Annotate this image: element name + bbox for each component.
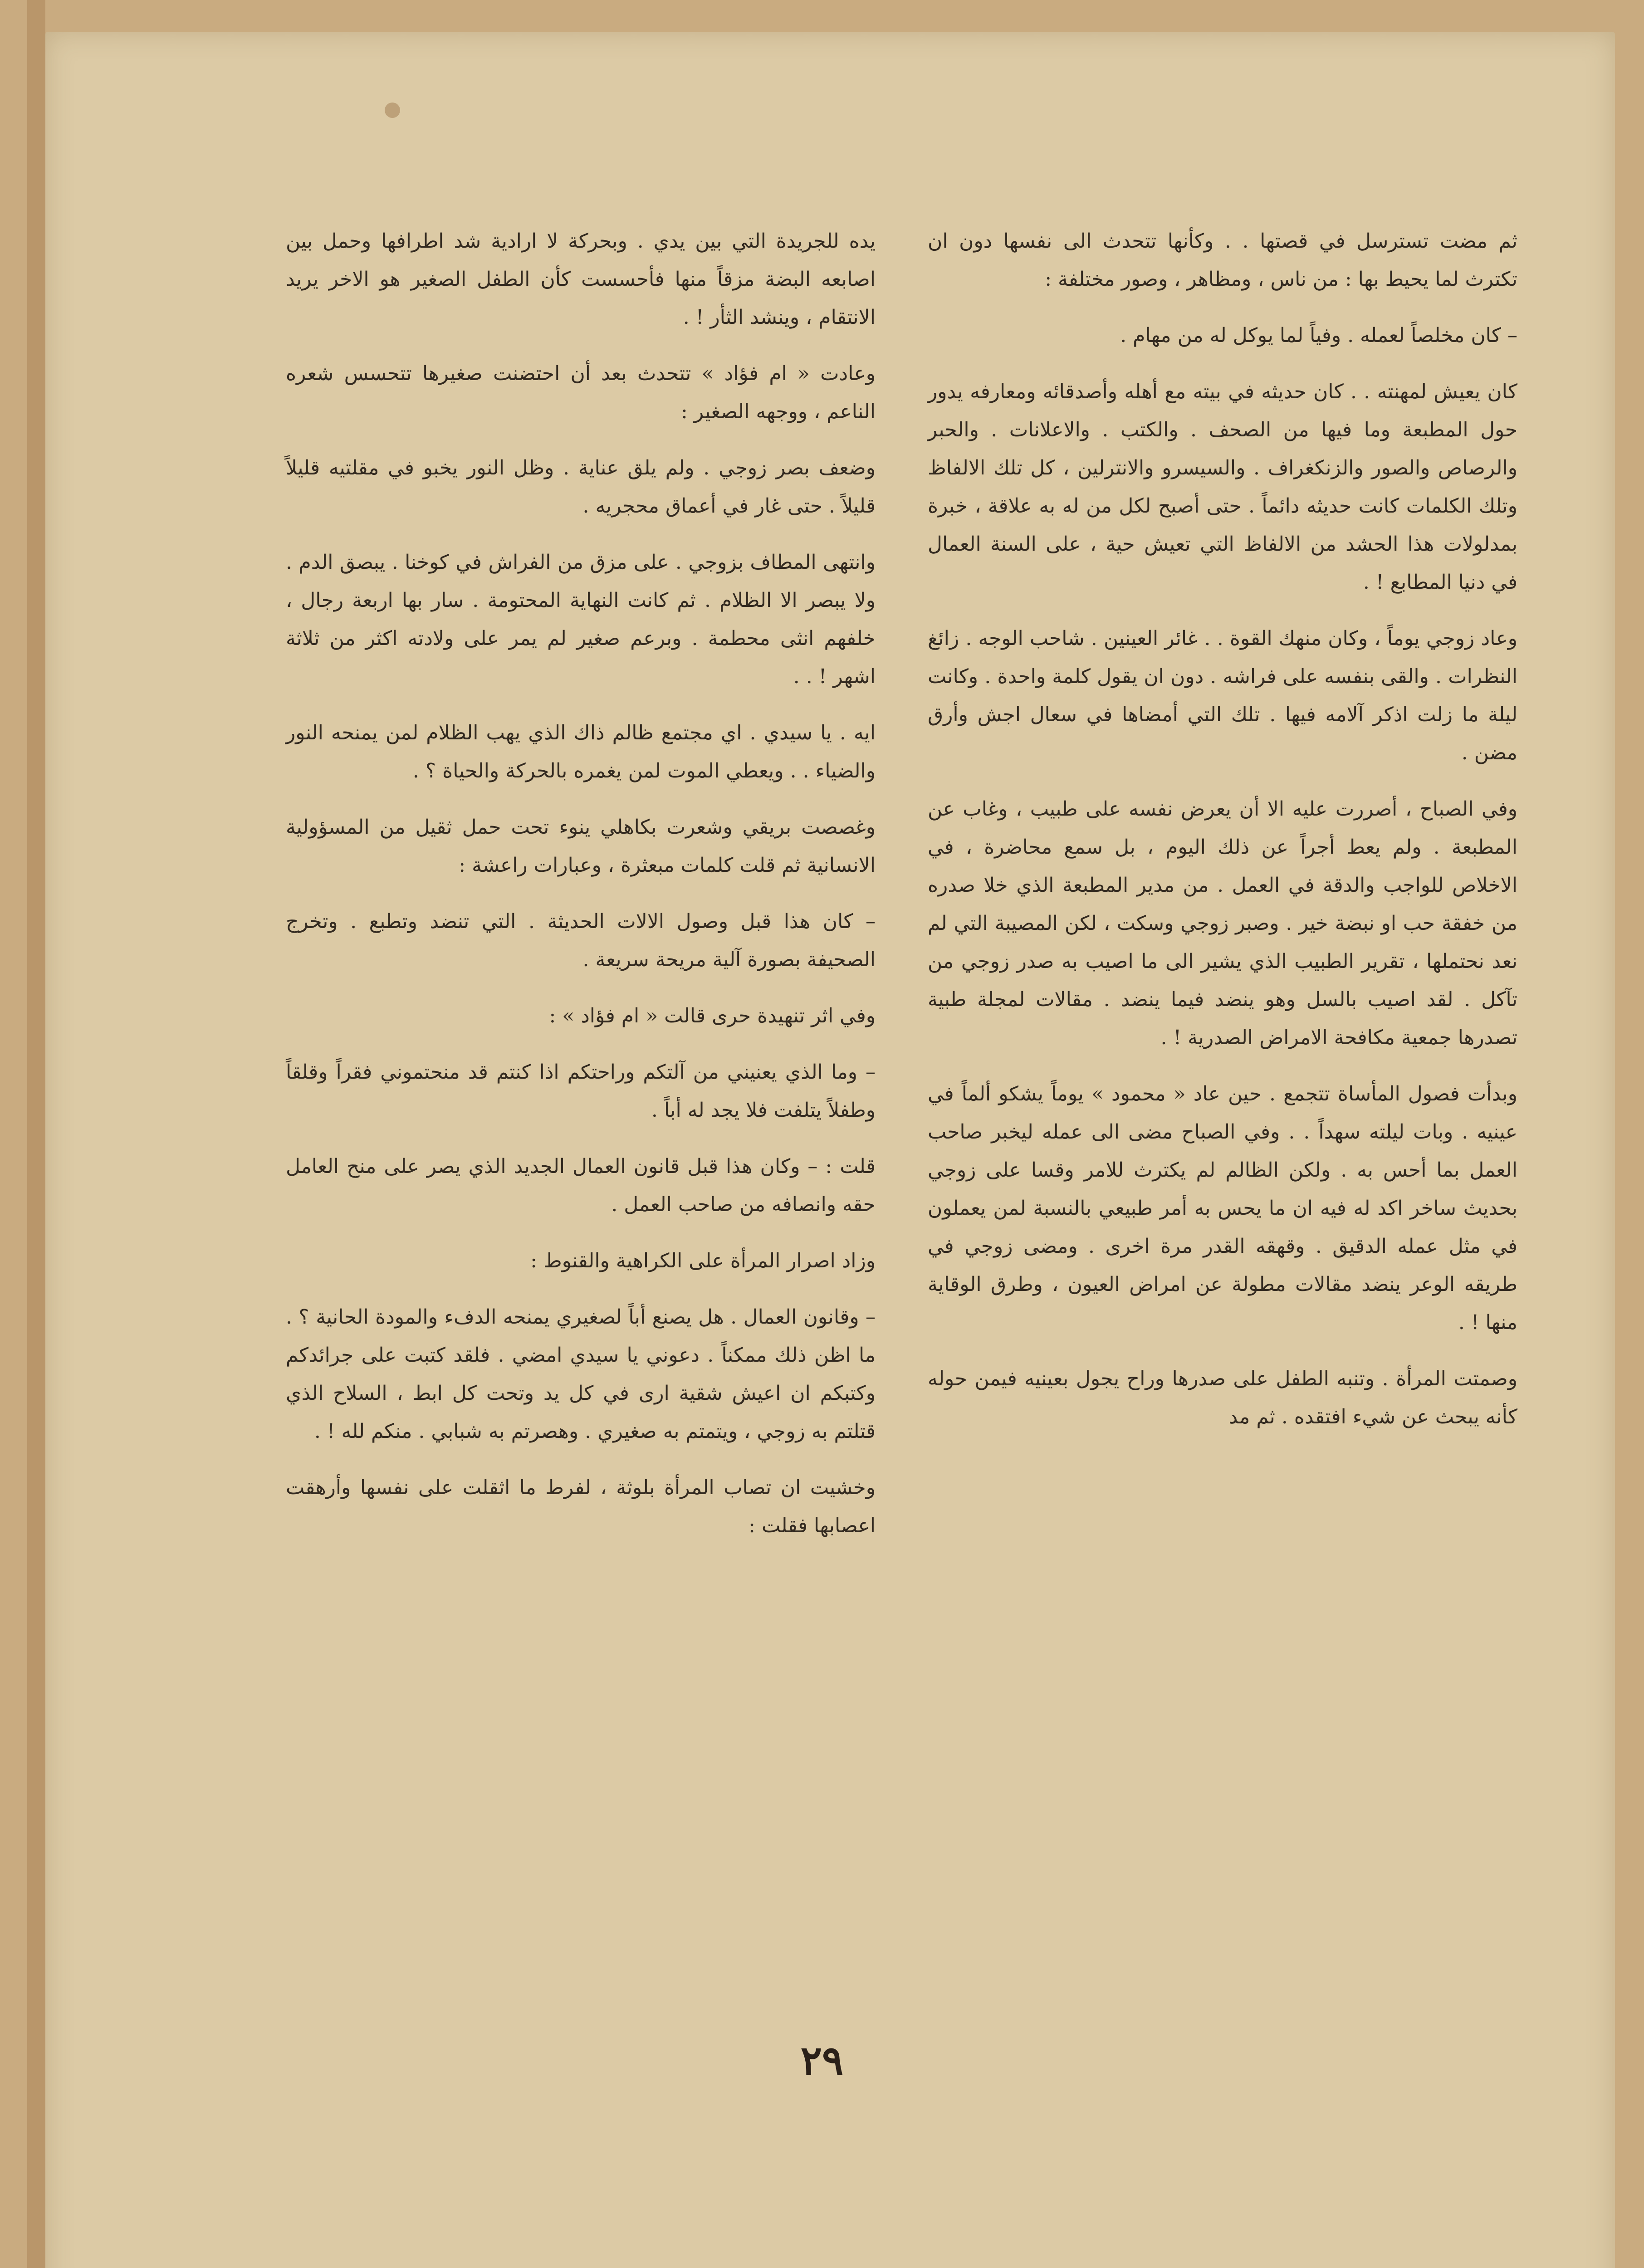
paragraph: وزاد اصرار المرأة على الكراهية والقنوط : xyxy=(530,1249,876,1272)
paragraph: كان يعيش لمهنته . . كان حديثه في بيته مع أهله وأصدقائه ومعارفه يدور حول المطبعة وما فيها من الصحف . والكتب . والاعلانات . والحبر والرصاص والصور والزنكغراف . والسيسرو والانترلين ، كل تلك الالفاظ وتلك الكلمات كانت حديثه دائماً . حتى أصبح لكل من له به علاقة ، خبرة بمدلولات هذا الحشد من الالفاظ التي تعيش حية ، على السنة العمال في دنيا المطابع ! . xyxy=(928,380,1517,594)
paragraph: وغصصت بريقي وشعرت بكاهلي ينوء تحت حمل ثقيل من المسؤولية الانسانية ثم قلت كلمات مبعثرة ، وعبارات راعشة : xyxy=(286,816,876,877)
left-column xyxy=(286,222,876,1563)
paragraph: وفي الصباح ، أصررت عليه الا أن يعرض نفسه على طبيب ، وغاب عن المطبعة . ولم يعط أجراً عن ذلك اليوم ، بل سمع محاضرة ، في الاخلاص للواجب والدقة في العمل . من مدير المطبعة الذي خلا صدره من خفقة حب او نبضة خير . وصبر زوجي وسكت ، لكن المصيبة التي لم نعد نحتملها ، تقرير الطبيب الذي يشير الى ما اصيب به صدر زوجي من تآكل . لقد اصيب بالسل وهو ينضد فيما ينضد . مقالات لمجلة طبية تصدرها جمعية مكافحة الامراض الصدرية ! . xyxy=(928,797,1517,1049)
paragraph: وصمتت المرأة . وتنبه الطفل على صدرها وراح يجول بعينيه فيمن حوله كأنه يبحث عن شيء افتقده . ثم مد xyxy=(928,1367,1517,1428)
paragraph: وبدأت فصول المأساة تتجمع . حين عاد « محمود » يوماً يشكو ألماً في عينيه . وبات ليلته سهداً . . وفي الصباح مضى الى عمله ليخبر صاحب العمل بما أحس به . ولكن الظالم لم يكترث للامر وقسا على زوجي بحديث ساخر اكد له فيه ان ما يحس به أمر طبيعي بالنسبة لمن يعملون في مثل عمله الدقيق . وقهقه القدر مرة اخرى . ومضى زوجي في طريقه الوعر ينضد مقالات مطولة عن امراض العيون ، وطرق الوقاية منها ! . xyxy=(928,1082,1517,1334)
paragraph: – كان مخلصاً لعمله . وفياً لما يوكل له من مهام . xyxy=(1120,324,1517,347)
paragraph: قلت : – وكان هذا قبل قانون العمال الجديد الذي يصر على منح العامل حقه وانصافه من صاحب العمل . xyxy=(286,1155,876,1216)
paragraph: وفي اثر تنهيدة حرى قالت « ام فؤاد » : xyxy=(549,1004,876,1027)
paragraph: وخشيت ان تصاب المرأة بلوثة ، لفرط ما اثقلت على نفسها وأرهقت اعصابها فقلت : xyxy=(286,1476,876,1537)
paragraph: يده للجريدة التي بين يدي . وبحركة لا ارادية شد اطرافها وحمل بين اصابعه البضة مزقاً منها فأحسست كأن الطفل الصغير هو الاخر يريد الانتقام ، وينشد الثأر ! . xyxy=(286,230,876,329)
paragraph: وعادت « ام فؤاد » تتحدث بعد أن احتضنت صغيرها تتحسس شعره الناعم ، ووجهه الصغير : xyxy=(286,362,876,423)
paragraph: ثم مضت تسترسل في قصتها . . وكأنها تتحدث الى نفسها دون ان تكترث لما يحيط بها : من ناس ، ومظاهر ، وصور مختلفة : xyxy=(928,230,1517,291)
page-number: ٢٩ xyxy=(800,2037,844,2084)
paragraph: وضعف بصر زوجي . ولم يلق عناية . وظل النور يخبو في مقلتيه قليلاً قليلاً . حتى غار في أعماق محجريه . xyxy=(286,456,876,518)
paragraph: وانتهى المطاف بزوجي . على مزق من الفراش في كوخنا . يبصق الدم . ولا يبصر الا الظلام . ثم كانت النهاية المحتومة . سار بها اربعة رجال ، خلفهم انثى محطمة . وبرعم صغير لم يمر على ولادته اكثر من ثلاثة اشهر ! . . xyxy=(286,551,876,688)
paragraph: – كان هذا قبل وصول الالات الحديثة . التي تنضد وتطبع . وتخرج الصحيفة بصورة آلية مريحة سريعة . xyxy=(286,910,876,971)
right-column xyxy=(928,222,1517,1454)
stain-spot xyxy=(385,103,400,118)
page-binding-edge xyxy=(27,0,45,2268)
paragraph: وعاد زوجي يوماً ، وكان منهك القوة . . غائر العينين . شاحب الوجه . زائغ النظرات . والقى بنفسه على فراشه . دون ان يقول كلمة واحدة . وكانت ليلة ما زلت اذكر آلامه فيها . تلك التي أمضاها في سعال اجش وأرق مضن . xyxy=(928,627,1517,764)
paragraph: ايه . يا سيدي . اي مجتمع ظالم ذاك الذي يهب الظلام لمن يمنحه النور والضياء . . ويعطي الموت لمن يغمره بالحركة والحياة ؟ . xyxy=(286,721,876,782)
paragraph: – وقانون العمال . هل يصنع أباً لصغيري يمنحه الدفء والمودة الحانية ؟ . ما اظن ذلك ممكناً . دعوني يا سيدي امضي . فلقد كتبت على جرائدكم وكتبكم ان اعيش شقية ارى في كل يد وتحت كل ابط ، السلاح الذي قتلتم به زوجي ، ويتمتم به صغيري . وهصرتم به شبابي . منكم لله ! . xyxy=(286,1305,876,1443)
paragraph: – وما الذي يعنيني من آلتكم وراحتكم اذا كنتم قد منحتموني فقراً وقلقاً وطفلاً يتلفت فلا يجد له أباً . xyxy=(286,1061,876,1122)
